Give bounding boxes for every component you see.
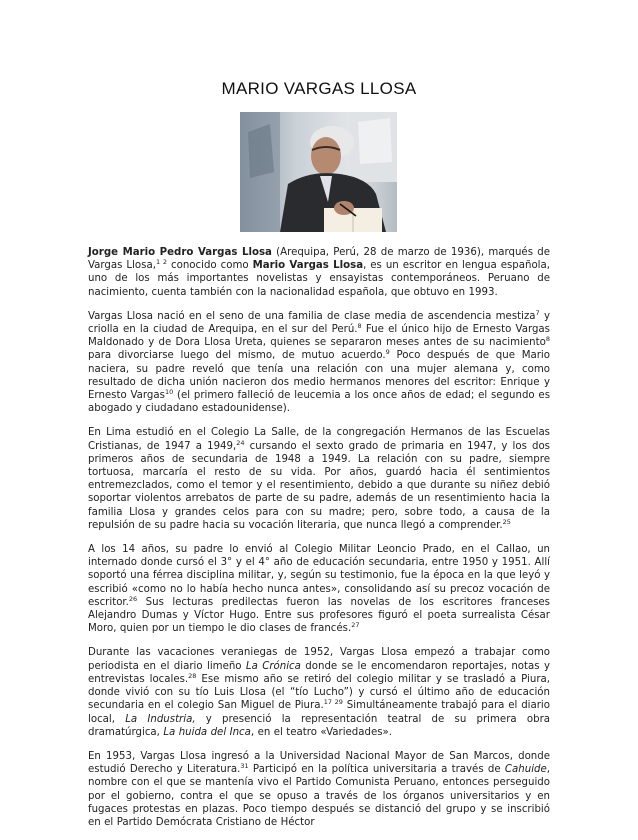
text-run: Participó en la política universitaria a través de <box>248 764 505 776</box>
text-run: Simultáneamente trabajó para el diario local, <box>88 700 550 725</box>
text-run: Ese mismo año se retiró del colegio militar y se trasladó a Piura, donde vivió con su tío Luis Llosa (el “tío Lucho”) y cursó el último año de educación secundaria en el colegio San Miguel de Piura. <box>88 673 550 712</box>
author-signing-book-photo-icon <box>240 112 397 232</box>
text-run: (el primero falleció de leucemia a los once años de edad; el segundo es abogado y ciudadano estadounidense). <box>88 390 550 415</box>
newspaper-title: La Industria, <box>125 713 196 725</box>
text-run: , nombre con el que se mantenía vivo el Partido Comunista Peruano, entonces perseguido por el gobierno, contra el que se opuso a través de los órganos universitarios y en fugaces protestas en plazas. Poco tiempo después se distanció del grupo y se inscribió en el Partido Demócrata Cristiano de Héctor <box>88 764 551 828</box>
paragraph-family <box>88 310 550 416</box>
text-run: para divorciarse luego del mismo, de mutuo acuerdo. <box>88 350 386 362</box>
footnote-ref: 9 <box>385 348 390 357</box>
group-name: Cahuide <box>504 764 547 776</box>
text-run: , es un escritor en lengua española, uno de los más importantes novelistas y ensayistas contemporáneos. Peruano de nacimiento, cuenta también con la nacionalidad española, que obtuvo en 1993. <box>88 260 550 298</box>
footnote-ref: 27 <box>351 621 360 630</box>
paragraph-university <box>88 750 550 829</box>
footnote-ref: 24 <box>236 438 245 447</box>
paragraph-intro <box>88 246 550 299</box>
text-run: y criolla en la ciudad de Arequipa, en el sur del Perú. <box>88 310 550 336</box>
text-run: En 1953, Vargas Llosa ingresó a la Universidad Nacional Mayor de San Marcos, donde estudió Derecho y Literatura. <box>88 750 550 776</box>
text-run: cursando el sexto grado de primaria en 1947, y los dos primeros años de secundaria de 1948 a 1949. La relación con su padre, siempre tortuosa, marcaría el resto de su vida. Por años, guardó hacia él sentimientos entremezclados, como el temor y el resentimiento, debido a que durante su niñez debió soportar violentos arrebatos de parte de su padre, además de un resentimiento hacia la familia Llosa y grandes celos para con su madre; pero, sobre todo, a causa de la repulsión de su padre hacia su vocación literaria, que nunca llegó a comprender. <box>88 440 550 531</box>
text-run: y presenció la representación teatral de su primera obra dramatúrgica, <box>88 713 550 738</box>
text-run: Fue el único hijo de Ernesto Vargas Maldonado y de Dora Llosa Ureta, quienes se separaron meses antes de su nacimiento <box>88 324 550 349</box>
newspaper-title: La Crónica <box>245 660 301 672</box>
full-name: Jorge Mario Pedro Vargas Llosa <box>88 247 272 258</box>
text-run: Durante las vacaciones veraniegas de 1952, Vargas Llosa empezó a trabajar como periodista en el diario limeño <box>88 647 550 672</box>
footnote-ref: 26 <box>128 594 138 603</box>
paragraph-journalism <box>88 646 550 738</box>
footnote-ref: 31 <box>240 762 249 771</box>
text-run: Vargas Llosa nació en el seno de una familia de clase media de ascendencia mestiza <box>88 310 536 322</box>
document-body <box>88 246 550 840</box>
footnote-ref: 8 <box>357 322 362 331</box>
text-run: conocido como <box>167 260 253 272</box>
text-run: Sus lecturas predilectas fueron las novelas de los escritores franceses Alejandro Dumas y Víctor Hugo. Entre sus profesores figuró el poeta surrealista César Moro, quien por un tiempo le dio clases de francés. <box>88 596 550 635</box>
author-photo <box>240 112 397 232</box>
footnote-ref: 28 <box>188 671 197 680</box>
page-title: MARIO VARGAS LLOSA <box>221 79 417 98</box>
footnote-ref: 17 29 <box>323 698 343 707</box>
known-name: Mario Vargas Llosa <box>252 260 364 272</box>
text-run: En Lima estudió en el Colegio La Salle, de la congregación Hermanos de las Escuelas Cristianas, de 1947 a 1949, <box>88 427 550 452</box>
paragraph-lima <box>88 426 550 532</box>
play-title: La huida del Inca <box>163 726 251 738</box>
text-run: donde se le encomendaron reportajes, notas y entrevistas locales. <box>88 660 551 685</box>
text-run: (Arequipa, Perú, 28 de marzo de 1936), marqués de Vargas Llosa, <box>88 247 550 272</box>
footnote-ref: 10 <box>164 388 174 397</box>
paragraph-military-school <box>88 543 550 635</box>
footnote-ref: 7 <box>535 308 540 317</box>
text-run: A los 14 años, su padre lo envió al Colegio Militar Leoncio Prado, en el Callao, un internado donde cursó el 3° y el 4° año de educación secundaria, entre 1950 y 1951. Allí soportó una férrea disciplina militar, y, según su testimonio, fue la época en la que leyó y escribió «como no lo había hecho nunca antes», consolidando así su precoz vocación de escritor. <box>88 544 550 608</box>
footnote-ref: 1 2 <box>155 258 168 267</box>
text-run: , en el teatro «Variedades». <box>250 726 393 738</box>
footnote-ref: 8 <box>545 335 550 344</box>
text-run: Poco después de que Mario naciera, su padre reveló que tenía una relación con una mujer alemana y, como resultado de dicha unión nacieron dos medio hermanos menores del escritor: Enrique y Ernesto Vargas <box>88 350 550 402</box>
footnote-ref: 25 <box>502 517 511 526</box>
